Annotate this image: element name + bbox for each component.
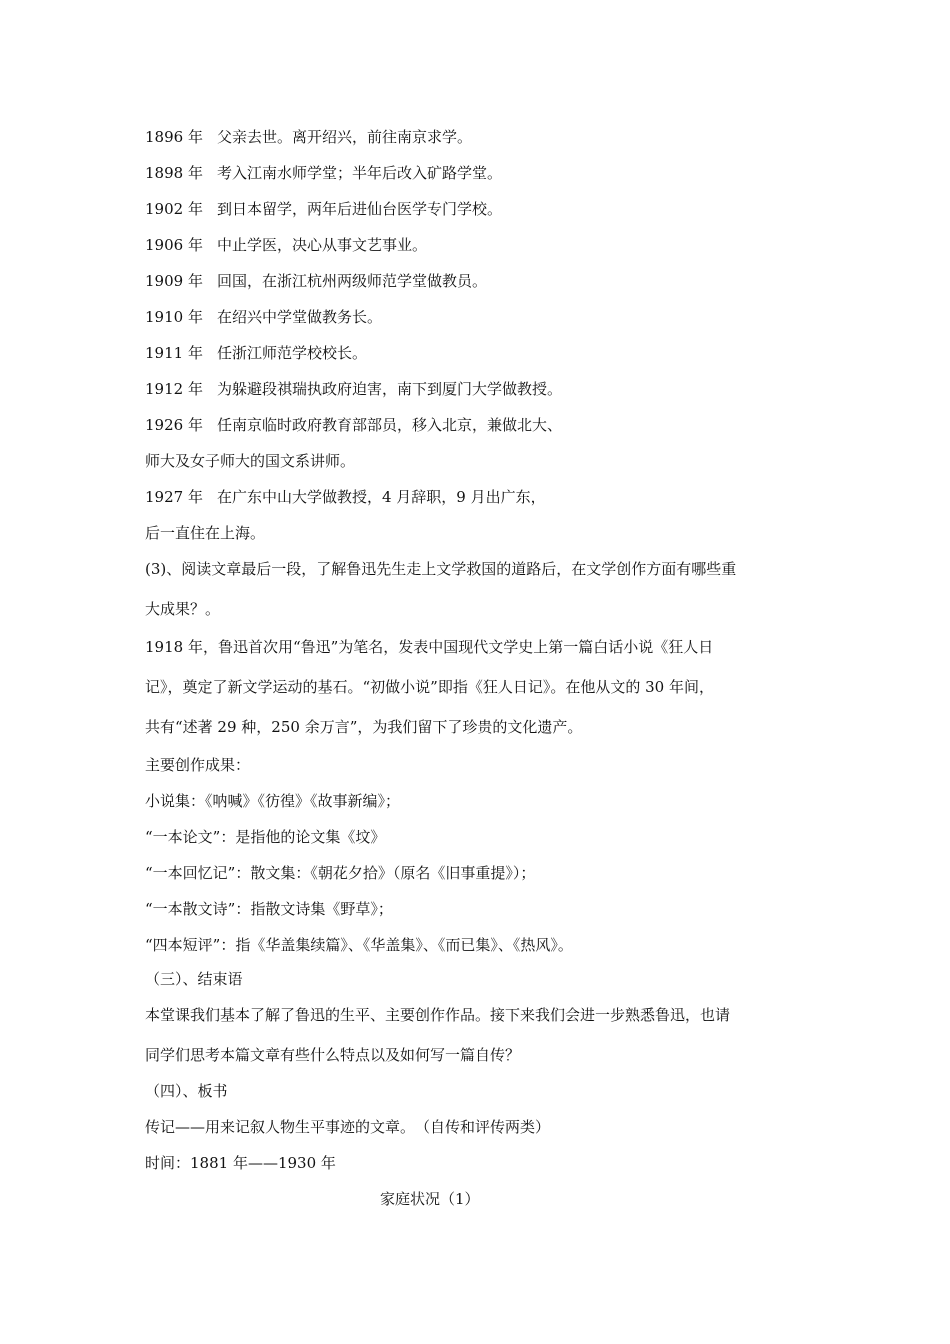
timeline-entry-1910 xyxy=(145,307,382,327)
conclusion-line-1: 本堂课我们基本了解了鲁迅的生平、主要创作作品。接下来我们会进一步熟悉鲁迅，也请 xyxy=(145,1006,731,1024)
timeline-year: 1906 年 xyxy=(145,236,203,254)
timeline-year: 1911 年 xyxy=(145,344,203,362)
timeline-year: 1927 年 xyxy=(145,488,203,506)
timeline-entry-1906 xyxy=(145,235,427,255)
question-3-line-2: 大成果？。 xyxy=(145,600,221,618)
timeline-event: 在绍兴中学堂做教务长。 xyxy=(216,308,382,326)
timeline-event: 中止学医，决心从事文艺事业。 xyxy=(216,236,427,254)
works-item: “四本短评”：指《华盖集续篇》、《华盖集》、《而已集》、《热风》。 xyxy=(145,936,573,954)
conclusion-heading: （三）、结束语 xyxy=(145,970,243,988)
timeline-entry-1927 xyxy=(145,487,546,507)
timeline-entry-1898 xyxy=(145,163,502,183)
works-item: “一本论文”：是指他的论文集《坟》 xyxy=(145,828,386,846)
works-item: “一本散文诗”：指散文诗集《野草》； xyxy=(145,900,393,918)
timeline-year: 1909 年 xyxy=(145,272,203,290)
timeline-event: 到日本留学，两年后进仙台医学专门学校。 xyxy=(216,200,502,218)
timeline-year: 1896 年 xyxy=(145,128,203,146)
timeline-entry-1902 xyxy=(145,199,502,219)
timeline-continuation: 师大及女子师大的国文系讲师。 xyxy=(145,452,356,470)
works-heading: 主要创作成果： xyxy=(145,756,251,774)
timeline-entry-1911 xyxy=(145,343,367,363)
timeline-year: 1902 年 xyxy=(145,200,203,218)
timeline-entry-1912 xyxy=(145,379,562,399)
answer-line-3: 共有“述著 29 种，250 余万言”，为我们留下了珍贵的文化遗产。 xyxy=(145,718,583,736)
timeline-continuation: 后一直住在上海。 xyxy=(145,524,266,542)
timeline-event: 任浙江师范学校校长。 xyxy=(216,344,367,362)
timeline-year: 1912 年 xyxy=(145,380,203,398)
timeline-year: 1926 年 xyxy=(145,416,203,434)
timeline-event: 为躲避段祺瑞执政府迫害，南下到厦门大学做教授。 xyxy=(216,380,562,398)
timeline-year: 1898 年 xyxy=(145,164,203,182)
timeline-entry-1896 xyxy=(145,127,472,147)
answer-line-2: 记》，奠定了新文学运动的基石。“初做小说”即指《狂人日记》。在他从文的 30 年间， xyxy=(145,678,714,696)
board-heading: （四）、板书 xyxy=(145,1082,228,1100)
board-line-3: 家庭状况（1） xyxy=(380,1190,480,1208)
conclusion-line-2: 同学们思考本篇文章有些什么特点以及如何写一篇自传？ xyxy=(145,1046,521,1064)
timeline-entry-1909 xyxy=(145,271,487,291)
timeline-entry-1926 xyxy=(145,415,562,435)
timeline-event: 回国，在浙江杭州两级师范学堂做教员。 xyxy=(216,272,487,290)
timeline-event: 在广东中山大学做教授，4 月辞职，9 月出广东， xyxy=(216,488,546,506)
question-3-line-1: (3)、阅读文章最后一段，了解鲁迅先生走上文学救国的道路后，在文学创作方面有哪些重 xyxy=(145,560,737,578)
board-line-2: 时间：1881 年——1930 年 xyxy=(145,1154,336,1172)
timeline-year: 1910 年 xyxy=(145,308,203,326)
timeline-event: 考入江南水师学堂；半年后改入矿路学堂。 xyxy=(216,164,502,182)
works-item: 小说集：《呐喊》《彷徨》《故事新编》； xyxy=(145,792,401,810)
works-item: “一本回忆记”：散文集：《朝花夕拾》（原名《旧事重提》）； xyxy=(145,864,536,882)
board-line-1: 传记——用来记叙人物生平事迹的文章。 （自传和评传两类） xyxy=(145,1118,551,1136)
answer-line-1: 1918 年，鲁迅首次用“鲁迅”为笔名，发表中国现代文学史上第一篇白话小说《狂人日 xyxy=(145,638,714,656)
timeline-event: 父亲去世。离开绍兴，前往南京求学。 xyxy=(216,128,472,146)
timeline-event: 任南京临时政府教育部部员，移入北京，兼做北大、 xyxy=(216,416,562,434)
